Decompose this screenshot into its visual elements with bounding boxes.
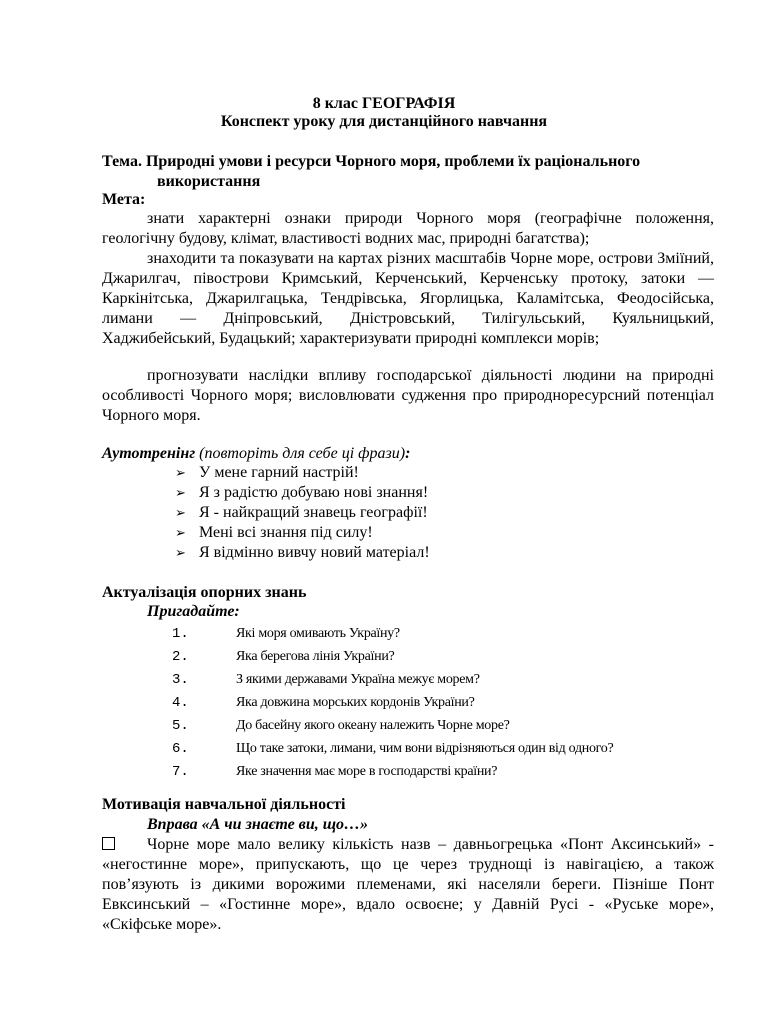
- list-item: [175, 463, 430, 483]
- goal-label: Мета:: [102, 191, 146, 208]
- autotraining-colon: :: [405, 445, 411, 462]
- topic-line-2: використання: [157, 173, 261, 190]
- arrow-right-icon: ➢: [175, 526, 186, 541]
- affirmation-text: Я відмінно вивчу новий матеріал!: [199, 544, 430, 561]
- question-text: Яка берегова лінія України?: [236, 649, 395, 664]
- question-number: 1.: [172, 626, 189, 642]
- question-number: 6.: [172, 741, 189, 757]
- goal-paragraph-text: знаходити та показувати на картах різних масштабів Чорне море, острови Зміїний, Джарилгач, півострови Кримський, Керченський, Керченську протоку, затоки — Каркінітська, Джарилгацька, Тендрівська, Ягорлицька, Каламітська, Феодосійська, лимани — Дніпровський, Дністровський, Тилігульський, Куяльницький, Хаджибейський, Будацький; характеризувати природні комплекси морів;: [102, 250, 714, 347]
- affirmation-text: Я - найкращий знавець географії!: [199, 504, 428, 521]
- autotraining-label: Аутотренінг: [102, 445, 196, 462]
- list-item: [172, 624, 613, 647]
- question-text: З якими державами Україна межує морем?: [236, 672, 480, 687]
- question-number: 2.: [172, 649, 189, 665]
- arrow-right-icon: ➢: [175, 506, 186, 521]
- lesson-topic: [102, 152, 714, 192]
- question-text: Які моря омивають Україну?: [236, 626, 400, 641]
- list-item: [175, 543, 430, 563]
- list-item: [175, 483, 430, 503]
- affirmation-text: Мені всі знання під силу!: [199, 524, 373, 541]
- question-number: 4.: [172, 695, 189, 711]
- list-item: [172, 647, 613, 670]
- affirmation-text: У мене гарний настрій!: [199, 464, 359, 481]
- list-item: [172, 716, 613, 739]
- question-number: 3.: [172, 672, 189, 688]
- affirmation-text: Я з радістю добуваю нові знання!: [199, 484, 429, 501]
- arrow-right-icon: ➢: [175, 546, 186, 561]
- goal-paragraph: [102, 209, 714, 249]
- exercise-subheading: Вправа «А чи знаєте ви, що…»: [147, 816, 369, 833]
- document-subtitle: Конспект уроку для дистанційного навчання: [220, 113, 548, 130]
- list-item: [172, 693, 613, 716]
- actualization-heading: Актуалізація опорних знань: [102, 584, 307, 601]
- goal-paragraph: [102, 249, 714, 349]
- recall-subheading: Пригадайте:: [147, 603, 240, 620]
- list-item: [172, 762, 613, 785]
- arrow-right-icon: ➢: [175, 486, 186, 501]
- goal-paragraph-text: прогнозувати наслідки впливу господарської діяльності людини на природні особливості Чорного моря; висловлювати судження про природноресурсний потенціал Чорного моря.: [102, 367, 714, 424]
- question-text: До басейну якого океану належить Чорне море?: [236, 718, 510, 733]
- autotraining-note: (повторіть для себе ці фрази): [199, 445, 406, 462]
- question-number: 5.: [172, 718, 189, 734]
- list-item: [175, 503, 430, 523]
- goal-paragraph: [102, 366, 714, 426]
- question-text: Що таке затоки, лимани, чим вони відрізняються один від одного?: [236, 741, 614, 756]
- autotraining-heading: [102, 444, 410, 464]
- topic-line-1: Тема. Природні умови і ресурси Чорного моря, проблеми їх раціонального: [102, 153, 641, 170]
- square-icon: [102, 837, 115, 850]
- list-item: [172, 670, 613, 693]
- motivation-heading: Мотивація навчальної діяльності: [102, 796, 346, 813]
- question-text: Яка довжина морських кордонів України?: [236, 695, 475, 710]
- question-list: [172, 624, 613, 785]
- list-item: [172, 739, 613, 762]
- motivation-text: Чорне море мало велику кількість назв – давньогрецька «Понт Аксинський» - «негостинне море», припускають, що це через труднощі із навігацією, а також пов’язують із дикими ворожими племенами, які населяли береги. Пізніше Понт Евксинський – «Гостинне море», вдало освоєне; у Давній Русі - «Руське море», «Скіфське море».: [102, 836, 714, 933]
- motivation-paragraph: [102, 835, 714, 935]
- arrow-right-icon: ➢: [175, 466, 186, 481]
- affirmation-list: [175, 463, 430, 563]
- list-item: [175, 523, 430, 543]
- goal-paragraph-text: знати характерні ознаки природи Чорного моря (географічне положення, геологічну будову, клімат, властивості водних мас, природні багатства);: [102, 210, 714, 247]
- question-number: 7.: [172, 764, 189, 780]
- document-title: 8 клас ГЕОГРАФІЯ: [312, 95, 456, 112]
- question-text: Яке значення має море в господарстві країни?: [236, 764, 498, 779]
